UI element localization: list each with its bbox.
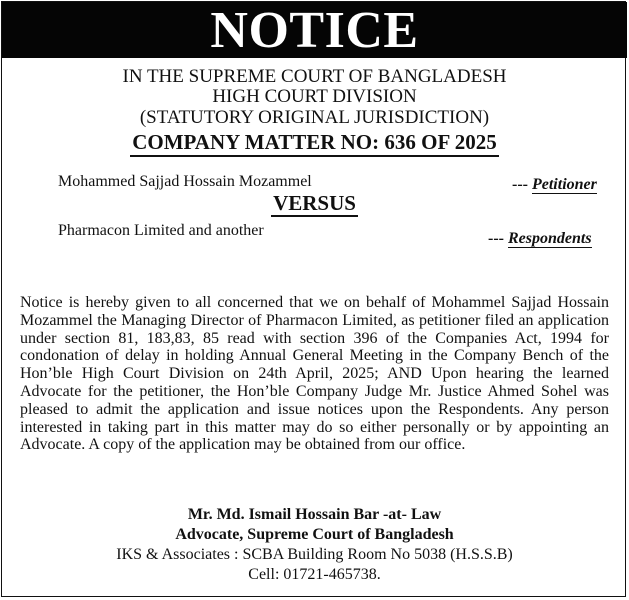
court-name: IN THE SUPREME COURT OF BANGLADESH — [122, 66, 507, 87]
court-division: HIGH COURT DIVISION — [212, 86, 417, 107]
versus-heading — [0, 191, 629, 216]
respondent-dash: --- — [488, 230, 508, 247]
versus-text: VERSUS — [273, 191, 356, 215]
petitioner-role-label: Petitioner — [531, 176, 597, 193]
respondent-name: Pharmacon Limited and another — [58, 222, 264, 239]
petitioner-dash: --- — [512, 176, 532, 193]
advocate-cell: Cell: 01721-465738. — [248, 566, 381, 583]
company-matter-text: COMPANY MATTER NO: 636 OF 2025 — [130, 130, 499, 157]
advocate-title: Advocate, Supreme Court of Bangladesh — [175, 526, 454, 543]
advocate-office: IKS & Associates : SCBA Building Room No 5038 (H.S.S.B) — [116, 546, 513, 563]
court-jurisdiction: (STATUTORY ORIGINAL JURISDICTION) — [139, 107, 490, 128]
petitioner-name: Mohammed Sajjad Hossain Mozammel — [58, 173, 312, 190]
advocate-name: Mr. Md. Ismail Hossain Bar -at- Law — [187, 506, 442, 523]
notice-banner: NOTICE — [2, 2, 627, 58]
notice-body: Notice is hereby given to all concerned that we on behalf of Mohammel Sajjad Hossain Mozammel the Managing Director of Pharmacon Limited, as petitioner filed an application under section 81, 183,83, 85 read with section 396 of the Companies Act, 1994 for condonation of delay in holding Annual General Meeting in the Company Bench of the Hon’ble High Court Division on 24th April, 2025; AND Upon hearing the learned Advocate for the petitioner, the Hon’ble Company Judge Mr. Justice Ahmed Sohel was pleased to admit the application and issue notices upon the Respondents. Any person interested in taking part in this matter may do so either personally or by appointing an Advocate. A copy of the application may be obtained from our office. — [20, 294, 609, 454]
company-matter-number — [0, 128, 629, 156]
respondent-role-label: Respondents — [507, 230, 592, 247]
respondent-role — [488, 230, 592, 248]
